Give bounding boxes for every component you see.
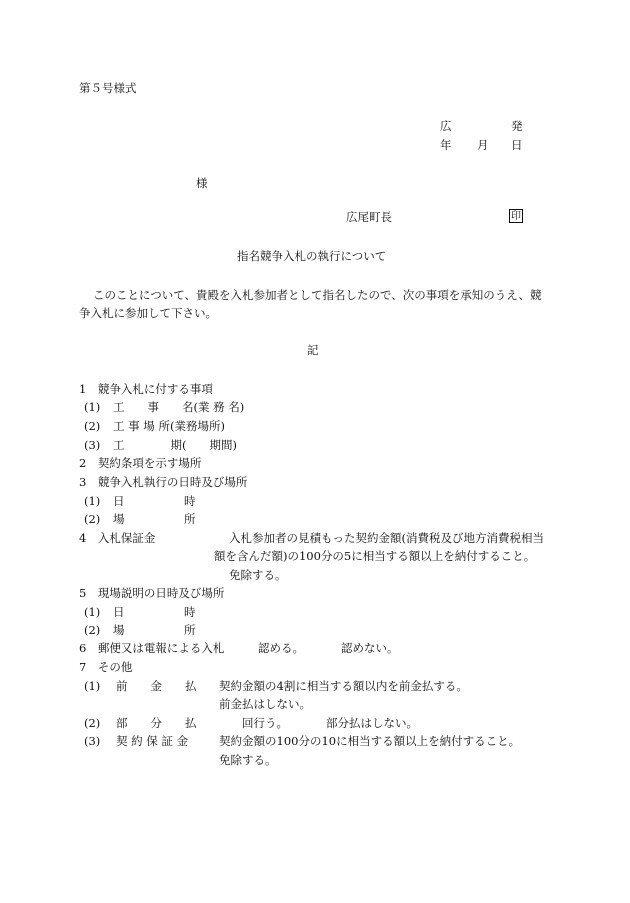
- item-1-3-label: 工 期( 期間): [113, 438, 237, 452]
- item-6: 6 郵便又は電報による入札: [79, 641, 225, 655]
- item-4-text-1: 入札参加者の見積もった契約金額(消費税及び地方消費税相当: [229, 531, 544, 545]
- date-month: 月: [477, 138, 489, 152]
- date-day: 日: [511, 138, 523, 152]
- sender: 広尾町長: [346, 210, 392, 224]
- seal-stamp: 印: [511, 211, 521, 222]
- item-7-3-num: (3): [84, 734, 101, 748]
- item-7-1-num: (1): [84, 679, 101, 693]
- item-1-1-num: (1): [84, 400, 101, 414]
- item-1-3-num: (3): [84, 438, 101, 452]
- item-7-1-text-2: 前金払はしない。: [219, 697, 311, 711]
- item-5-1-a: 日: [113, 605, 125, 619]
- item-4-text-2: 額を含んだ額)の100分の5に相当する額以上を納付すること。: [214, 549, 536, 563]
- item-7-2-label: 部 分 払: [116, 716, 197, 730]
- item-7-1-text-1: 契約金額の4割に相当する額以内を前金払する。: [219, 679, 468, 693]
- ki-heading: 記: [307, 343, 319, 357]
- item-5-2-a: 場: [113, 623, 125, 637]
- item-7: 7 その他: [79, 660, 133, 674]
- form-number: 第５号様式: [79, 81, 137, 95]
- item-7-3-label: 契 約 保 証 金: [116, 734, 189, 748]
- item-7-3-text-1: 契約金額の100分の10に相当する額以上を納付すること。: [219, 734, 521, 748]
- item-7-2-option-2: 部分払はしない。: [326, 716, 418, 730]
- item-3: 3 競争入札執行の日時及び場所: [79, 475, 248, 489]
- item-7-2-option-1: 回行う。: [242, 716, 288, 730]
- item-3-1-num: (1): [84, 494, 101, 508]
- item-7-3-text-2: 免除する。: [219, 753, 277, 767]
- item-3-1-b: 時: [184, 494, 196, 508]
- item-6-option-allow: 認める。: [258, 641, 304, 655]
- item-1-2-num: (2): [84, 419, 101, 433]
- item-3-2-num: (2): [84, 512, 101, 526]
- issuer-prefix: 広: [440, 119, 452, 133]
- intro-line-2: 争入札に参加して下さい。: [79, 306, 217, 320]
- item-1-1-label: 工 事 名(業 務 名): [113, 400, 245, 414]
- item-4: 4 入札保証金: [79, 531, 156, 545]
- issuer-suffix: 発: [511, 119, 523, 133]
- recipient-suffix: 様: [196, 176, 208, 190]
- item-7-2-num: (2): [84, 716, 101, 730]
- item-5-2-num: (2): [84, 623, 101, 637]
- document-title: 指名競争入札の執行について: [237, 249, 387, 263]
- item-1: 1 競争入札に付する事項: [79, 382, 213, 396]
- item-7-1-label: 前 金 払: [116, 679, 197, 693]
- item-3-2-b: 所: [184, 512, 196, 526]
- item-5-2-b: 所: [184, 623, 196, 637]
- item-3-1-a: 日: [113, 494, 125, 508]
- item-1-2-label: 工 事 場 所(業務場所): [113, 419, 225, 433]
- item-5: 5 現場説明の日時及び場所: [79, 586, 225, 600]
- intro-line-1: このことについて、貴殿を入札参加者として指名したので、次の事項を承知のうえ、競: [93, 288, 542, 302]
- item-5-1-b: 時: [184, 605, 196, 619]
- item-6-option-deny: 認めない。: [341, 641, 399, 655]
- item-5-1-num: (1): [84, 605, 101, 619]
- item-4-text-3: 免除する。: [229, 568, 287, 582]
- date-year: 年: [440, 138, 452, 152]
- item-3-2-a: 場: [113, 512, 125, 526]
- item-2: 2 契約条項を示す場所: [79, 456, 202, 470]
